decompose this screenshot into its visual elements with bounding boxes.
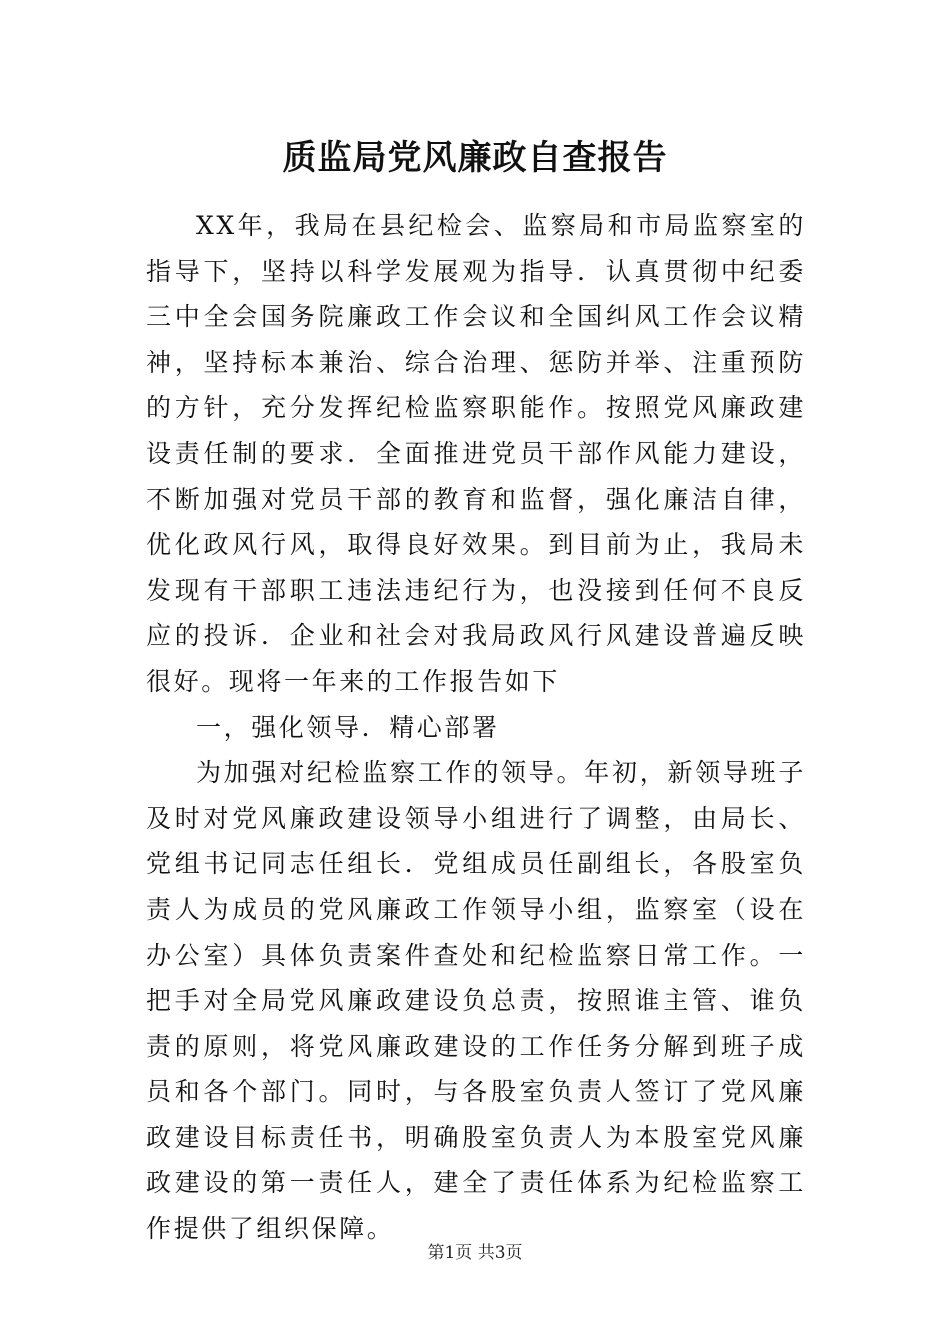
document-title: 质监局党风廉政自查报告: [282, 138, 668, 178]
section-heading: 一，强化领导．精心部署: [196, 712, 500, 742]
document-body: [146, 203, 806, 1252]
paragraph-intro: XX年，我局在县纪检会、监察局和市局监察室的指导下，坚持以科学发展观为指导．认真贯彻中纪委三中全会国务院廉政工作会议和全国纠风工作会议精神，坚持标本兼治、综合治理、惩防并举、注重预防的方针，充分发挥纪检监察职能作。按照党风廉政建设责任制的要求．全面推进党员干部作风能力建设，不断加强对党员干部的教育和监督，强化廉洁自律，优化政风行风，取得良好效果。到目前为止，我局未发现有干部职工违法违纪行为，也没接到任何不良反应的投诉．企业和社会对我局政风行风建设普遍反映很好。现将一年来的工作报告如下: [146, 211, 806, 696]
page-footer: 第1页 共3页: [427, 1243, 523, 1263]
paragraph-section-1: 为加强对纪检监察工作的领导。年初，新领导班子及时对党风廉政建设领导小组进行了调整，由局长、党组书记同志任组长．党组成员任副组长，各股室负责人为成员的党风廉政工作领导小组，监察室（设在办公室）具体负责案件查处和纪检监察日常工作。一把手对全局党风廉政建设负总责，按照谁主管、谁负责的原则，将党风廉政建设的工作任务分解到班子成员和各个部门。同时，与各股室负责人签订了党风廉政建设目标责任书，明确股室负责人为本股室党风廉政建设的第一责任人，建全了责任体系为纪检监察工作提供了组织保障。: [146, 758, 806, 1244]
